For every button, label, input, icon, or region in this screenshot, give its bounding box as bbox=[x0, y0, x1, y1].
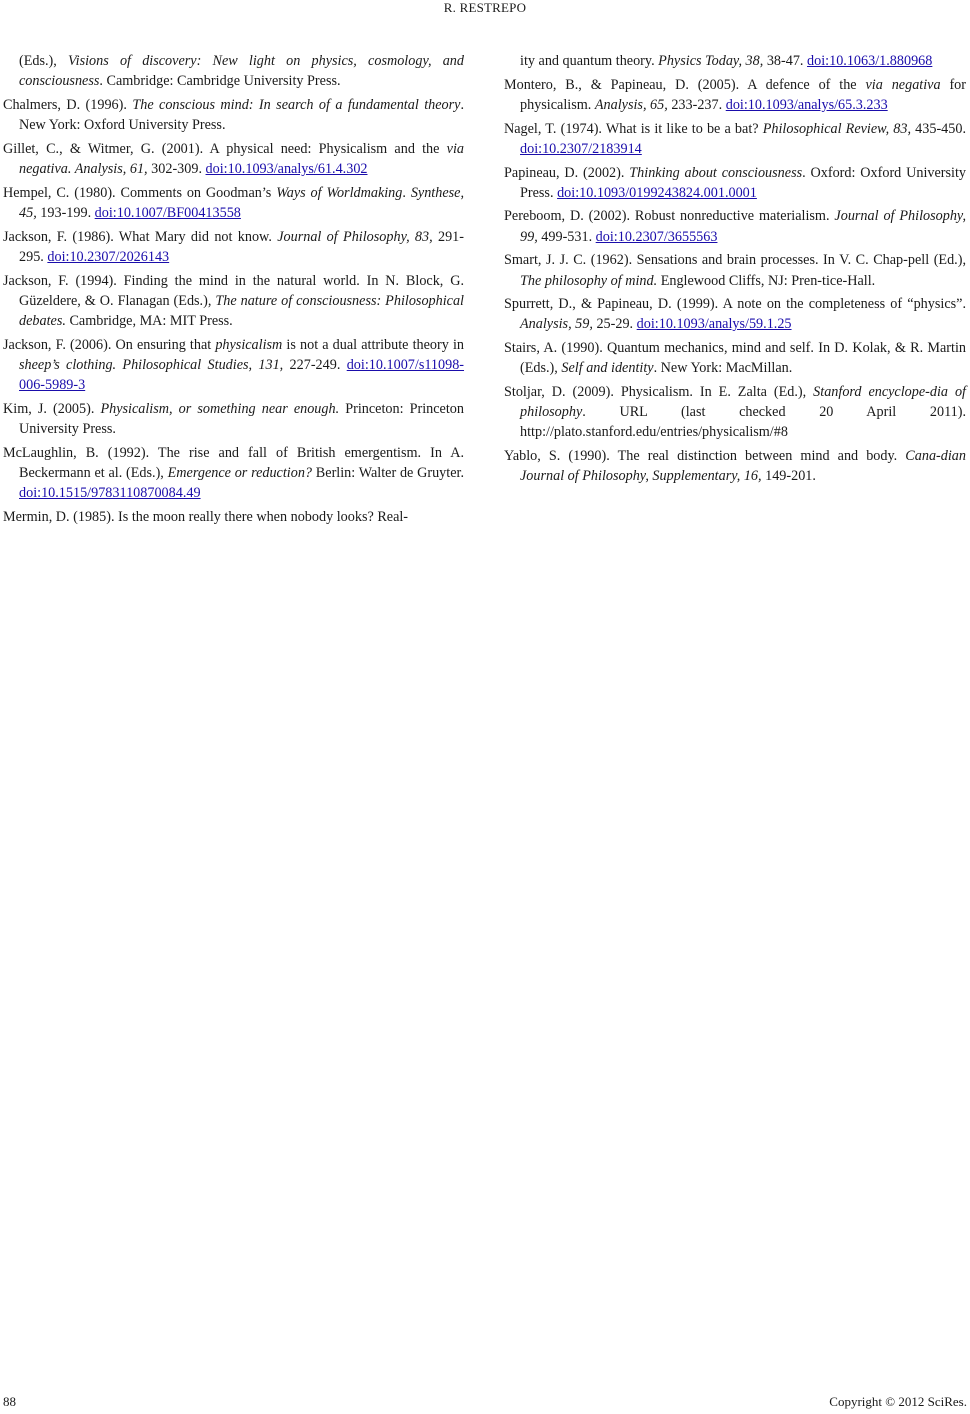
reference-text: 499-531. bbox=[537, 228, 596, 245]
reference-text: Englewood Cliffs, NJ: Pren-tice-Hall. bbox=[657, 272, 876, 289]
doi-link[interactable]: doi:10.1007/s11098-006-5989-3 bbox=[19, 356, 465, 394]
reference-text: 193-199. bbox=[36, 204, 95, 221]
reference-italic-text: via negativa bbox=[865, 76, 941, 93]
reference-italic-text: Ways of Worldmaking bbox=[276, 184, 403, 201]
reference-text: 435-450. bbox=[911, 120, 966, 137]
doi-link[interactable]: doi:10.1093/analys/59.1.25 bbox=[636, 316, 792, 333]
doi-link[interactable]: doi:10.2307/2026143 bbox=[47, 248, 170, 265]
reference-text: . Cambridge: Cambridge University Press. bbox=[99, 73, 341, 90]
reference-text: Smart, J. J. C. (1962). Sensations and brain processes. In V. C. Chap-pell (Ed.), bbox=[504, 252, 966, 269]
reference-italic-text: Cana-dian Journal of Philosophy, Supplementary, 16, bbox=[520, 448, 966, 485]
reference-italic-text: Synthese, 45, bbox=[19, 184, 464, 221]
reference-text: Papineau, D. (2002). bbox=[504, 164, 630, 181]
reference-entry bbox=[504, 250, 966, 290]
reference-text: Jackson, F. (1994). Finding the mind in the natural world. In N. Block, G. Güzeldere, & O. Flanagan (Eds.), bbox=[3, 272, 464, 309]
reference-entry bbox=[3, 95, 464, 135]
reference-text: 233-237. bbox=[667, 96, 726, 113]
reference-entry bbox=[3, 507, 464, 527]
reference-italic-text: The philosophy of mind. bbox=[520, 272, 658, 289]
reference-text: . URL (last checked 20 April 2011). http://plato.stanford.edu/entries/physicalism/#8 bbox=[520, 404, 966, 441]
references-right-column bbox=[504, 51, 966, 490]
reference-text: 38-47. bbox=[763, 53, 808, 69]
reference-text: McLaughlin, B. (1992). The rise and fall of British emergentism. In A. Beckermann et al. (Eds.), bbox=[3, 444, 464, 481]
reference-entry bbox=[504, 294, 966, 334]
reference-text: 227-249. bbox=[283, 356, 347, 373]
reference-italic-text: Self and identity bbox=[561, 360, 654, 377]
reference-italic-text: The nature of consciousness: Philosophical debates. bbox=[19, 292, 464, 329]
running-header-author: R. RESTREPO bbox=[443, 0, 527, 15]
reference-text: . New York: MacMillan. bbox=[653, 360, 793, 377]
reference-italic-text: Journal of Philosophy, 99, bbox=[520, 208, 966, 245]
doi-link[interactable]: doi:10.1007/BF00413558 bbox=[94, 204, 241, 221]
reference-text: Yablo, S. (1990). The real distinction between mind and body. bbox=[504, 448, 906, 465]
reference-text: Pereboom, D. (2002). Robust nonreductive materialism. bbox=[504, 208, 835, 225]
reference-entry bbox=[504, 163, 966, 203]
reference-text: Hempel, C. (1980). Comments on Goodman’s bbox=[3, 184, 277, 201]
reference-entry bbox=[504, 51, 966, 71]
reference-entry bbox=[3, 227, 464, 267]
reference-text: Jackson, F. (2006). On ensuring that bbox=[3, 336, 216, 353]
reference-text: Jackson, F. (1986). What Mary did not know. bbox=[3, 228, 278, 245]
reference-italic-text: Philosophical Review, 83, bbox=[762, 120, 912, 137]
reference-text: 302-309. bbox=[147, 161, 206, 178]
reference-text: 25-29. bbox=[592, 316, 637, 333]
doi-link[interactable]: doi:10.1515/9783110870084.49 bbox=[19, 485, 201, 502]
reference-italic-text: via negativa. Analysis, 61, bbox=[19, 140, 464, 178]
copyright-notice: Copyright © 2012 SciRes. bbox=[829, 1394, 967, 1409]
reference-text: 291-295. bbox=[19, 228, 464, 265]
reference-italic-text: Emergence or reduction? bbox=[167, 464, 313, 481]
reference-text: Kim, J. (2005). bbox=[3, 400, 101, 417]
reference-italic-text: sheep’s clothing. Philosophical Studies, 131, bbox=[19, 356, 284, 373]
reference-entry bbox=[504, 338, 966, 378]
reference-text: Mermin, D. (1985). Is the moon really there when nobody looks? Real- bbox=[3, 508, 409, 525]
reference-text: . bbox=[402, 184, 411, 201]
reference-text: Stoljar, D. (2009). Physicalism. In E. Zalta (Ed.), bbox=[504, 384, 814, 401]
reference-entry bbox=[3, 51, 464, 91]
reference-entry bbox=[3, 271, 464, 332]
reference-italic-text: Visions of discovery: New light on physics, cosmology, and consciousness bbox=[19, 53, 464, 90]
reference-entry bbox=[504, 206, 966, 246]
reference-entry bbox=[504, 382, 966, 443]
reference-text: . New York: Oxford University Press. bbox=[19, 96, 464, 134]
doi-link[interactable]: doi:10.1093/analys/61.4.302 bbox=[205, 161, 368, 178]
reference-text: 149-201. bbox=[761, 468, 816, 485]
reference-text: ity and quantum theory. bbox=[520, 53, 659, 69]
reference-italic-text: Physicalism, or something near enough. bbox=[100, 400, 340, 417]
reference-text: Montero, B., & Papineau, D. (2005). A defence of the bbox=[504, 76, 866, 93]
doi-link[interactable]: doi:10.2307/3655563 bbox=[595, 228, 718, 245]
reference-italic-text: Stanford encyclope-dia of philosophy bbox=[520, 384, 966, 421]
reference-entry bbox=[3, 399, 464, 439]
reference-text: for physicalism. bbox=[520, 76, 967, 113]
page-number: 88 bbox=[3, 1394, 16, 1409]
reference-entry bbox=[3, 335, 464, 396]
reference-italic-text: Thinking about consciousness bbox=[629, 164, 803, 181]
reference-italic-text: Physics Today, 38, bbox=[658, 53, 764, 69]
reference-text: Berlin: Walter de Gruyter. bbox=[312, 464, 464, 481]
doi-link[interactable]: doi:10.1093/analys/65.3.233 bbox=[725, 96, 888, 113]
reference-text: Stairs, A. (1990). Quantum mechanics, mind and self. In D. Kolak, & R. Martin (Eds.), bbox=[504, 340, 966, 377]
reference-italic-text: Analysis, 65, bbox=[594, 96, 668, 113]
reference-entry bbox=[3, 443, 464, 504]
doi-link[interactable]: doi:10.2307/2183914 bbox=[520, 140, 642, 157]
reference-italic-text: The conscious mind: In search of a fundamental theory bbox=[132, 96, 461, 113]
reference-text: Princeton: Princeton University Press. bbox=[19, 400, 464, 437]
reference-text: (Eds.), bbox=[19, 53, 69, 69]
reference-text: is not a dual attribute theory in bbox=[282, 336, 464, 353]
reference-italic-text: physicalism bbox=[215, 336, 283, 353]
reference-entry bbox=[504, 446, 966, 486]
reference-entry bbox=[3, 183, 464, 223]
reference-italic-text: Journal of Philosophy, 83, bbox=[277, 228, 433, 245]
reference-text: . Oxford: Oxford University Press. bbox=[520, 164, 967, 201]
reference-text: Spurrett, D., & Papineau, D. (1999). A note on the completeness of “physics”. bbox=[504, 296, 966, 313]
reference-entry bbox=[3, 139, 464, 179]
reference-text: Gillet, C., & Witmer, G. (2001). A physical need: Physicalism and the bbox=[3, 140, 447, 157]
reference-text: Cambridge, MA: MIT Press. bbox=[65, 312, 233, 329]
reference-italic-text: Analysis, 59, bbox=[520, 316, 593, 333]
references-left-column bbox=[3, 51, 464, 530]
reference-entry bbox=[504, 119, 966, 159]
reference-text: Nagel, T. (1974). What is it like to be a bat? bbox=[504, 120, 763, 137]
doi-link[interactable]: doi:10.1093/0199243824.001.0001 bbox=[557, 184, 757, 201]
doi-link[interactable]: doi:10.1063/1.880968 bbox=[807, 53, 933, 69]
reference-text: Chalmers, D. (1996). bbox=[3, 96, 133, 113]
reference-entry bbox=[504, 75, 966, 115]
